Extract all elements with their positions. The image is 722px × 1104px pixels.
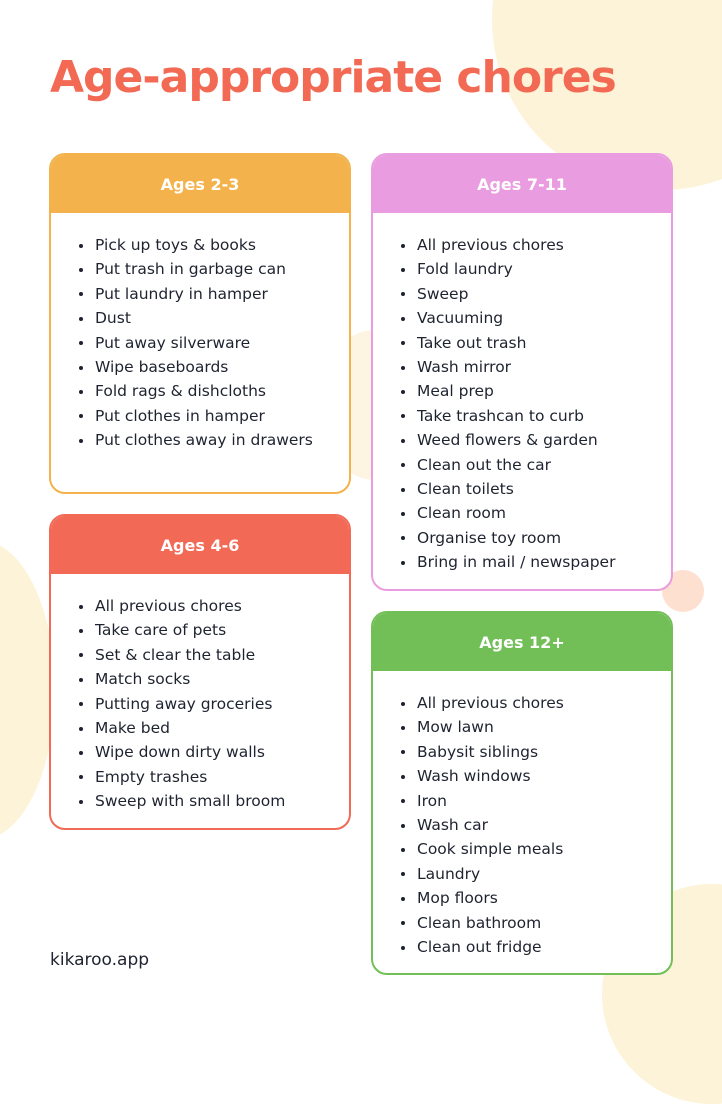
chore-item: Organise toy room — [417, 526, 657, 550]
chore-card-ages-4-6 — [49, 514, 351, 830]
chore-item: Put clothes away in drawers — [95, 428, 335, 452]
chore-item: Weed flowers & garden — [417, 428, 657, 452]
decorative-blob — [0, 540, 55, 840]
chore-list — [51, 574, 349, 814]
chore-item: All previous chores — [417, 233, 657, 257]
chore-item: All previous chores — [417, 691, 657, 715]
chore-item: Wash car — [417, 813, 657, 837]
chore-item: Pick up toys & books — [95, 233, 335, 257]
chore-item: Wipe down dirty walls — [95, 740, 335, 764]
chore-item: Put trash in garbage can — [95, 257, 335, 281]
chore-item: Laundry — [417, 862, 657, 886]
chore-item: Iron — [417, 789, 657, 813]
card-heading: Ages 2-3 — [51, 155, 349, 213]
chore-item: Fold rags & dishcloths — [95, 379, 335, 403]
chore-item: Bring in mail / newspaper — [417, 550, 657, 574]
chore-item: Make bed — [95, 716, 335, 740]
chore-item: Wipe baseboards — [95, 355, 335, 379]
chore-item: Mop floors — [417, 886, 657, 910]
chore-item: Take trashcan to curb — [417, 404, 657, 428]
chore-item: Put laundry in hamper — [95, 282, 335, 306]
chore-card-ages-2-3 — [49, 153, 351, 494]
chore-item: Put clothes in hamper — [95, 404, 335, 428]
page-title: Age-appropriate chores — [50, 52, 616, 103]
chore-item: Clean toilets — [417, 477, 657, 501]
chore-item: Fold laundry — [417, 257, 657, 281]
card-heading: Ages 12+ — [373, 613, 671, 671]
chore-item: Cook simple meals — [417, 837, 657, 861]
chore-item: Put away silverware — [95, 331, 335, 355]
chore-item: Take out trash — [417, 331, 657, 355]
card-heading: Ages 7-11 — [373, 155, 671, 213]
chore-item: Clean room — [417, 501, 657, 525]
chore-item: Take care of pets — [95, 618, 335, 642]
chore-card-ages-12-plus — [371, 611, 673, 975]
chore-item: Meal prep — [417, 379, 657, 403]
chore-list — [373, 213, 671, 575]
chore-item: Vacuuming — [417, 306, 657, 330]
chore-item: Clean out fridge — [417, 935, 657, 959]
chore-card-ages-7-11 — [371, 153, 673, 591]
chore-item: Putting away groceries — [95, 692, 335, 716]
chore-list — [373, 671, 671, 959]
chore-item: Clean bathroom — [417, 911, 657, 935]
chore-item: Sweep — [417, 282, 657, 306]
chore-item: Mow lawn — [417, 715, 657, 739]
chore-item: Empty trashes — [95, 765, 335, 789]
chore-item: Clean out the car — [417, 453, 657, 477]
chore-item: Babysit siblings — [417, 740, 657, 764]
chore-list — [51, 213, 349, 453]
chore-item: All previous chores — [95, 594, 335, 618]
chore-item: Match socks — [95, 667, 335, 691]
chore-item: Set & clear the table — [95, 643, 335, 667]
card-heading: Ages 4-6 — [51, 516, 349, 574]
chore-item: Wash mirror — [417, 355, 657, 379]
chore-item: Wash windows — [417, 764, 657, 788]
chore-item: Sweep with small broom — [95, 789, 335, 813]
footer-brand: kikaroo.app — [50, 950, 150, 970]
chore-item: Dust — [95, 306, 335, 330]
